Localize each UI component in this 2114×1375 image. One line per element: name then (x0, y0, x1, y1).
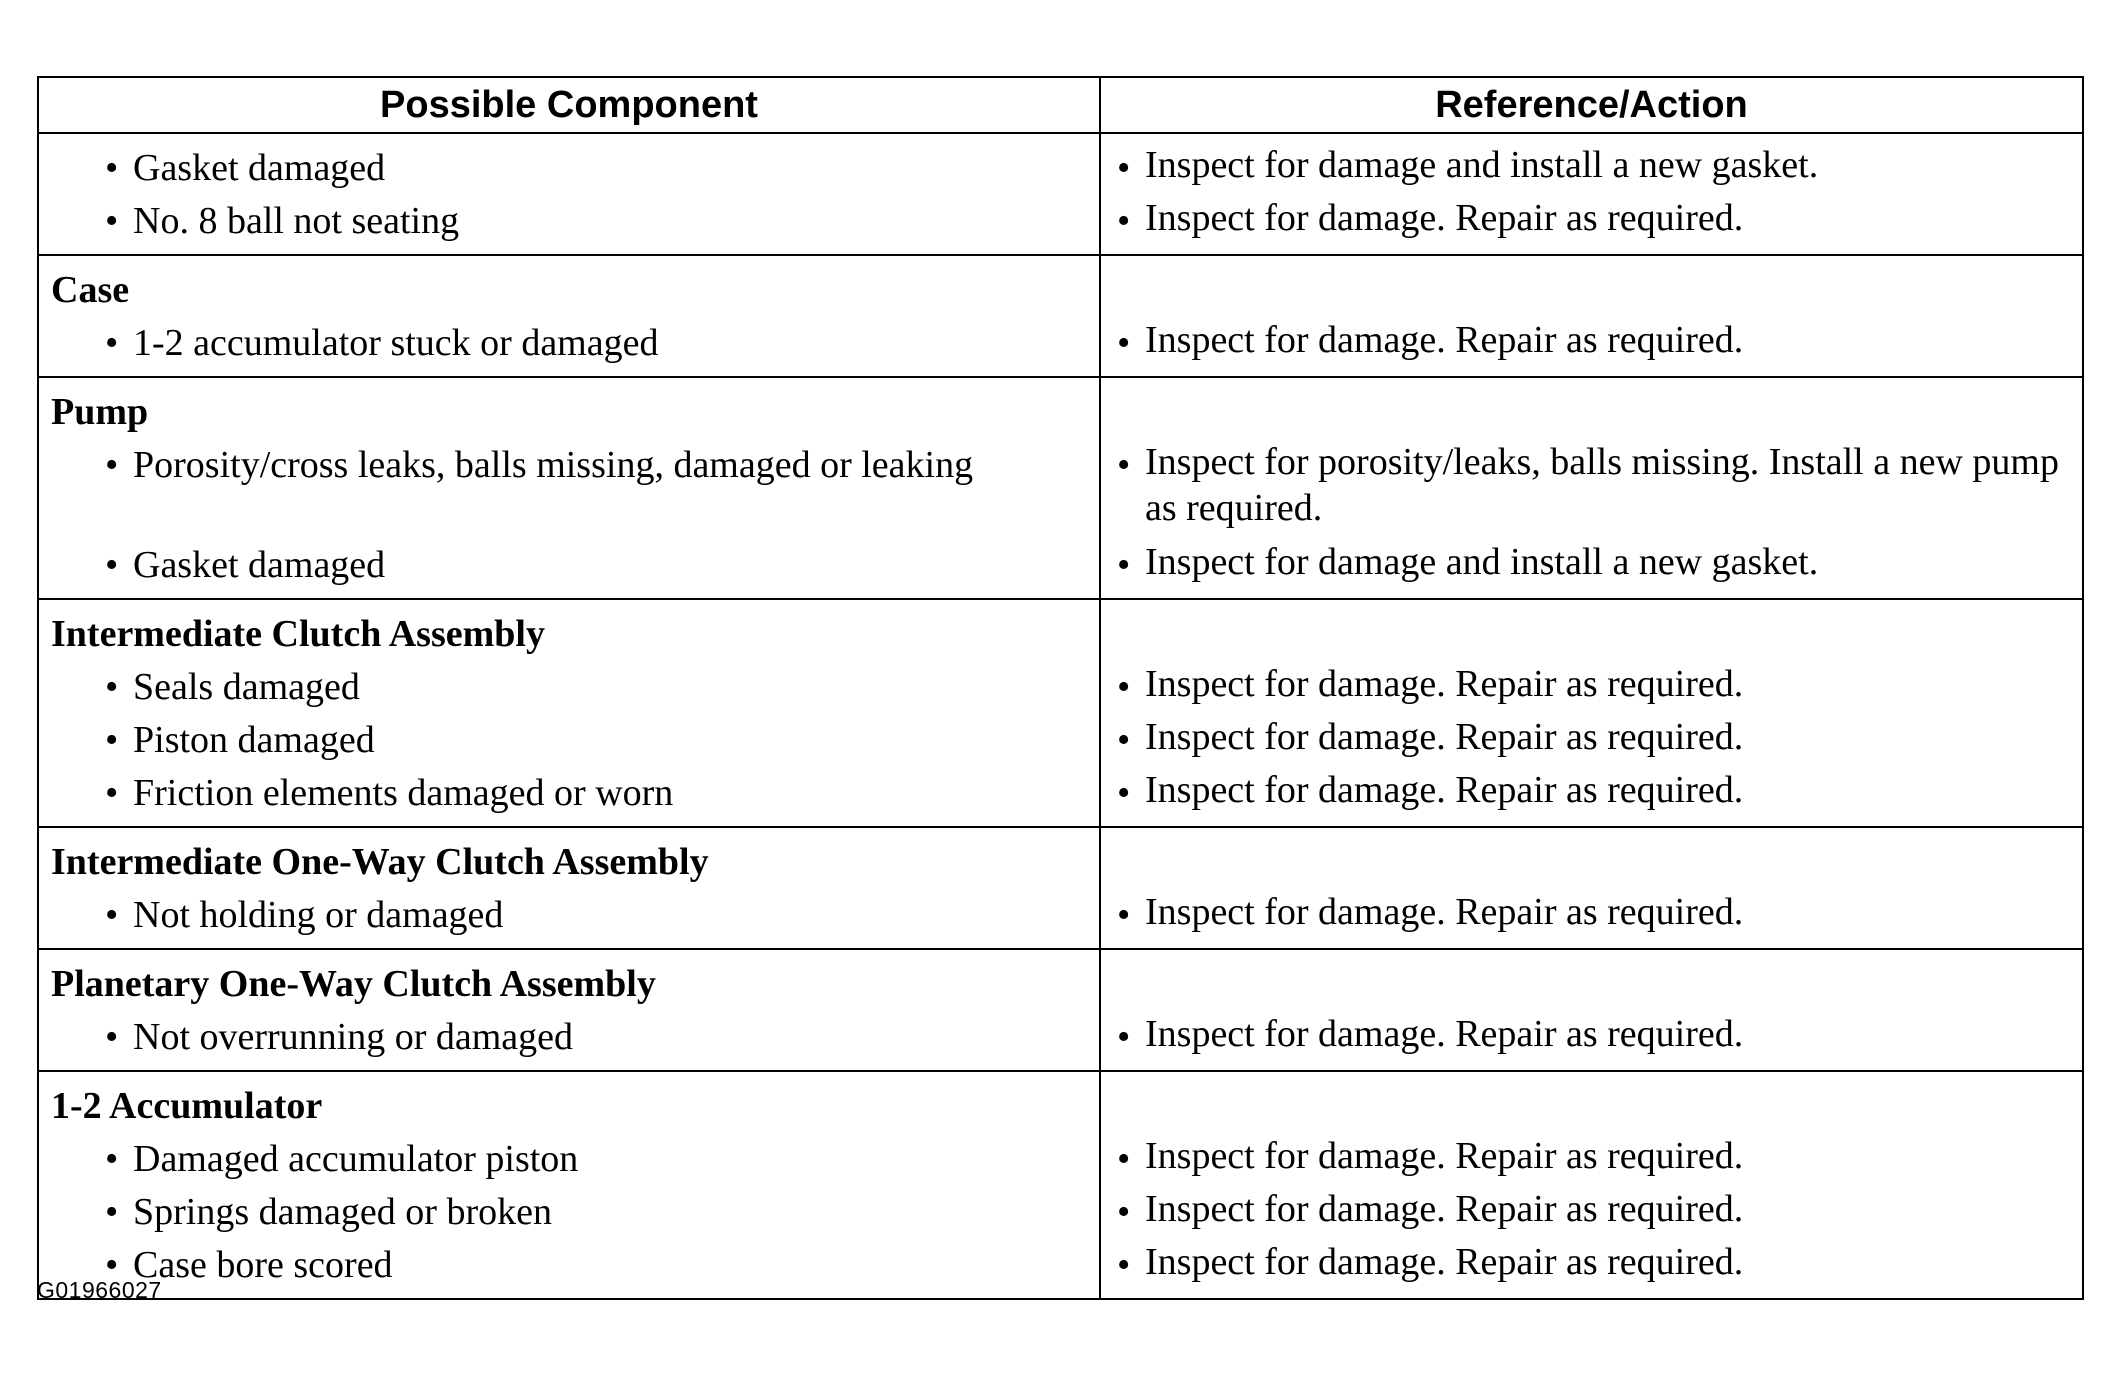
action-text: Inspect for damage. Repair as required. (1145, 716, 1744, 758)
action-text: Inspect for damage. Repair as required. (1145, 1241, 1744, 1283)
action-item (1101, 767, 2082, 820)
figure-code: G01966027 (37, 1277, 162, 1303)
action-item (1101, 439, 2082, 539)
group-heading-spacer (1101, 958, 2082, 1011)
bullet-icon: • (1117, 666, 1131, 708)
component-item (39, 1133, 1099, 1186)
action-item (1101, 714, 2082, 767)
header-row (38, 77, 2083, 133)
table-body (38, 133, 2083, 1299)
action-item (1101, 1239, 2082, 1292)
component-group-row (38, 599, 2083, 827)
component-cell (38, 1071, 1100, 1299)
action-cell (1100, 1071, 2083, 1299)
group-heading-spacer (1101, 836, 2082, 889)
bullet-icon: • (105, 1244, 119, 1286)
action-cell (1100, 599, 2083, 827)
component-group-row (38, 827, 2083, 949)
bullet-icon: • (1117, 1138, 1131, 1180)
action-item (1101, 142, 2082, 195)
bullet-icon: • (1117, 322, 1131, 364)
component-text: Gasket damaged (133, 544, 386, 586)
action-cell (1100, 949, 2083, 1071)
bullet-icon: • (105, 1191, 119, 1233)
diagnosis-table (37, 76, 2084, 1300)
component-cell (38, 827, 1100, 949)
bullet-icon: • (1117, 200, 1131, 242)
bullet-icon: • (1117, 147, 1131, 189)
component-cell (38, 949, 1100, 1071)
action-item (1101, 661, 2082, 714)
bullet-icon: • (105, 666, 119, 708)
component-cell (38, 377, 1100, 599)
header-possible-component: Possible Component (38, 77, 1100, 133)
bullet-icon: • (1117, 894, 1131, 936)
action-text: Inspect for damage. Repair as required. (1145, 1188, 1744, 1230)
bullet-icon: • (105, 1016, 119, 1058)
component-text: Friction elements damaged or worn (133, 772, 674, 814)
action-text: Inspect for damage and install a new gasket. (1145, 541, 1819, 583)
component-text: 1-2 accumulator stuck or damaged (133, 322, 659, 364)
bullet-icon: • (1117, 772, 1131, 814)
component-item (39, 539, 1099, 592)
component-text: Porosity/cross leaks, balls missing, damaged or leaking (133, 444, 974, 486)
group-heading: 1-2 Accumulator (51, 1085, 323, 1127)
bullet-icon: • (105, 544, 119, 586)
bullet-icon: • (105, 719, 119, 761)
action-item (1101, 317, 2082, 370)
action-item (1101, 539, 2082, 592)
component-group-row (38, 949, 2083, 1071)
action-cell (1100, 133, 2083, 255)
action-text: Inspect for damage and install a new gasket. (1145, 144, 1819, 186)
bullet-icon: • (105, 894, 119, 936)
component-group-row (38, 1071, 2083, 1299)
component-cell (38, 133, 1100, 255)
action-item (1101, 1011, 2082, 1064)
group-heading-spacer (1101, 608, 2082, 661)
component-group-row (38, 377, 2083, 599)
group-heading-spacer (1101, 264, 2082, 317)
action-item (1101, 1133, 2082, 1186)
group-heading: Pump (51, 391, 149, 433)
group-heading-spacer (1101, 386, 2082, 439)
group-heading: Case (51, 269, 130, 311)
component-item (39, 661, 1099, 714)
action-text: Inspect for damage. Repair as required. (1145, 1135, 1744, 1177)
component-item (39, 714, 1099, 767)
component-item (39, 142, 1099, 195)
action-cell (1100, 377, 2083, 599)
component-item (39, 889, 1099, 942)
action-text: Inspect for porosity/leaks, balls missing. Install a new pump as required. (1145, 441, 2059, 529)
component-text: Not overrunning or damaged (133, 1016, 574, 1058)
bullet-icon: • (1117, 1191, 1131, 1233)
bullet-icon: • (1117, 544, 1131, 586)
bullet-icon: • (105, 444, 119, 486)
group-heading: Planetary One-Way Clutch Assembly (51, 963, 656, 1005)
component-item (39, 1239, 1099, 1292)
component-item (39, 1186, 1099, 1239)
group-heading: Intermediate One-Way Clutch Assembly (51, 841, 709, 883)
action-text: Inspect for damage. Repair as required. (1145, 891, 1744, 933)
bullet-icon: • (1117, 719, 1131, 761)
action-cell (1100, 255, 2083, 377)
action-text: Inspect for damage. Repair as required. (1145, 197, 1744, 239)
bullet-icon: • (1117, 444, 1131, 486)
component-text: Not holding or damaged (133, 894, 504, 936)
action-item (1101, 195, 2082, 248)
component-text: Damaged accumulator piston (133, 1138, 579, 1180)
component-text: No. 8 ball not seating (133, 200, 460, 242)
header-reference-action: Reference/Action (1100, 77, 2083, 133)
component-item (39, 317, 1099, 370)
component-cell (38, 599, 1100, 827)
component-text: Seals damaged (133, 666, 360, 708)
bullet-icon: • (105, 1138, 119, 1180)
bullet-icon: • (105, 772, 119, 814)
component-item (39, 767, 1099, 820)
action-text: Inspect for damage. Repair as required. (1145, 319, 1744, 361)
component-text: Case bore scored (133, 1244, 393, 1286)
bullet-icon: • (1117, 1016, 1131, 1058)
action-item (1101, 889, 2082, 942)
group-heading: Intermediate Clutch Assembly (51, 613, 545, 655)
action-cell (1100, 827, 2083, 949)
bullet-icon: • (105, 322, 119, 364)
action-text: Inspect for damage. Repair as required. (1145, 769, 1744, 811)
action-item (1101, 1186, 2082, 1239)
group-heading-spacer (1101, 1080, 2082, 1133)
component-item (39, 1011, 1099, 1064)
component-group-row (38, 255, 2083, 377)
component-text: Springs damaged or broken (133, 1191, 552, 1233)
component-group-row (38, 133, 2083, 255)
component-cell (38, 255, 1100, 377)
component-item (39, 195, 1099, 248)
action-text: Inspect for damage. Repair as required. (1145, 663, 1744, 705)
bullet-icon: • (105, 200, 119, 242)
bullet-icon: • (105, 147, 119, 189)
bullet-icon: • (1117, 1244, 1131, 1286)
component-item (39, 439, 1099, 539)
component-text: Piston damaged (133, 719, 375, 761)
component-text: Gasket damaged (133, 147, 386, 189)
action-text: Inspect for damage. Repair as required. (1145, 1013, 1744, 1055)
